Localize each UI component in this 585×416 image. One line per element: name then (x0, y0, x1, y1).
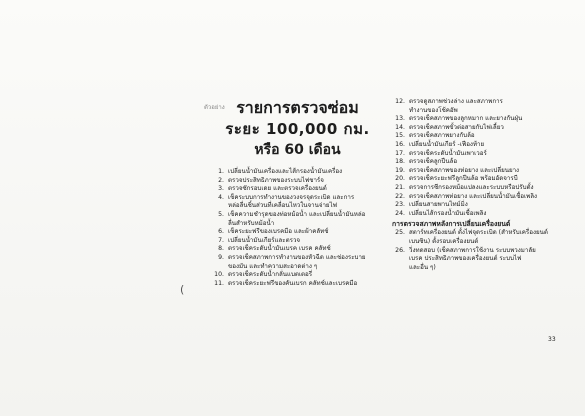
item-text: ตรวจเช็คระดับน้ำมันเพาเวอร์ (409, 149, 487, 157)
checklist-item (392, 184, 562, 193)
item-number: 6. (218, 228, 224, 236)
item-number: 19. (395, 166, 405, 174)
title-block (205, 98, 390, 160)
checklist-item (392, 193, 562, 202)
item-text: เบรค ประสิทธิภาพของเครื่องยนต์ ระบบไฟ (409, 255, 522, 263)
item-number: 18. (395, 158, 405, 166)
checklist-item (211, 185, 383, 194)
item-number: 10. (214, 271, 224, 279)
item-number: 16. (395, 140, 405, 148)
item-number (392, 255, 407, 264)
checklist-item (211, 177, 383, 186)
item-number: 17. (395, 149, 405, 157)
item-number (392, 107, 407, 116)
item-number: 24. (395, 209, 405, 217)
item-number: 14. (395, 123, 405, 131)
item-text: ตรวจเช็คระดับน้ำกลั่นแบตเตอรี่ (228, 271, 313, 279)
checklist-item (392, 247, 562, 256)
item-number (211, 263, 226, 272)
item-text: ตรวจซักรอบเดย และตรวจเครื่องยนต์ (228, 185, 327, 193)
checklist-item (211, 280, 383, 289)
item-text: เปลี่ยนน้ำมันเครื่องและไส้กรองน้ำมันเครื่อง (228, 168, 343, 175)
item-text: ตรวจการซีกรองหม้อแปลงและระบบหรือปรับตั้ง (409, 183, 534, 191)
checklist-item (211, 254, 383, 263)
stamp-mark: ตัวอย่าง (204, 104, 225, 111)
title-line-3: หรือ 60 เดือน (254, 142, 341, 158)
checklist-item (392, 141, 562, 150)
item-number (211, 202, 226, 211)
item-text: เช็คระบบการทำงานของวงจรจุดระเบิด และการ (228, 193, 355, 201)
item-number: 25. (395, 229, 405, 237)
item-text: สตาร์ทเครื่องยนต์ ตั้งไฟจุดระเบิด (สำหรับเครื่องยนต์ (409, 229, 548, 237)
checklist-item (211, 271, 383, 280)
item-text: ลื่นสำหรับหม้อน้ำ (228, 219, 275, 227)
checklist-item (392, 201, 562, 210)
item-number: 5. (218, 210, 224, 218)
item-text: ตรวจเช็คสภาพท่อยาง และเปลี่ยนน้ำมันเชื้อเพลิง (409, 192, 538, 200)
left-checklist (211, 168, 383, 288)
item-text: เปลี่ยนสายพานไทม์มิ่ง (409, 201, 468, 209)
checklist-item (392, 115, 562, 124)
item-number: 1. (218, 168, 224, 175)
item-number (392, 238, 407, 247)
item-number: 22. (395, 192, 405, 200)
checklist-item (392, 107, 562, 116)
item-number: 8. (218, 245, 224, 253)
checklist-item (392, 175, 562, 184)
item-text: ตรวจเช็คระยะฟรีลูกปืนล้อ พร้อมอัดจารบี (409, 175, 518, 183)
item-text: และอื่น ๆ) (409, 263, 436, 271)
checklist-item (211, 211, 383, 220)
checklist-item (392, 229, 562, 238)
item-number: 20. (395, 175, 405, 183)
page-number: 33 (548, 336, 556, 343)
checklist-item (211, 245, 383, 254)
item-text: เบนซิน) ตั้งรอบเครื่องยนต์ (409, 237, 479, 245)
checklist-item (392, 210, 562, 219)
item-number: 21. (395, 183, 405, 191)
checklist-item (211, 202, 383, 211)
title-line-2: ระยะ 100,000 กม. (225, 120, 370, 138)
item-number: 9. (218, 253, 224, 261)
item-text: ตรวจดูสภาพช่วงล่าง และสภาพการ (409, 98, 503, 105)
engine-section-heading: การตรวจสภาพหลังการเปลี่ยนเครื่องยนต์ (392, 220, 511, 229)
checklist-item (392, 264, 562, 273)
item-text: ของมัน และทำความสะอาดต่าง ๆ (228, 262, 318, 270)
item-text: ตรวจเช็คสภาพของลูกหมาก และยางกันฝุ่น (409, 115, 523, 123)
checklist-item (392, 150, 562, 159)
item-number: 11. (214, 279, 224, 287)
checklist-item (392, 132, 562, 141)
checklist-item (392, 98, 562, 107)
item-number (211, 220, 226, 229)
checklist-item (392, 238, 562, 247)
item-text: เปลี่ยนน้ำมันเกียร์ -เฟืองท้าย (409, 140, 485, 148)
item-text: เช็คระยะฟรีของเบรคมือ และผ้าคลัทช์ (228, 228, 329, 236)
item-number: 26. (395, 246, 405, 254)
checklist-item (211, 228, 383, 237)
checklist-item (392, 255, 562, 264)
title-line-1: รายการตรวจซ่อม (236, 98, 359, 117)
item-text: ตรวจเช็คสภาพการทำงานของหัวฉีด และช่องระบาย (228, 253, 366, 261)
item-number: 15. (395, 132, 405, 140)
right-checklist (392, 98, 562, 272)
item-number: 2. (218, 176, 224, 184)
item-text: ตรวจประสิทธิภาพของระบบไฟชาร์จ (228, 176, 324, 184)
item-number: 3. (218, 185, 224, 193)
item-number: 12. (395, 98, 405, 105)
item-number: 7. (218, 236, 224, 244)
checklist-item (211, 168, 383, 177)
item-text: ตรวจเช็คระยะฟรีของคันเบรก คลัทช์และเบรคมือ (228, 279, 358, 287)
item-number: 4. (218, 193, 224, 201)
item-number: 13. (395, 115, 405, 123)
item-text: ตรวจเช็คสภาพขั้วต่อสายกับไฟเลี้ยว (409, 123, 504, 131)
item-text: วิ่งทดสอบ (เช็คสภาพการใช้งาน ระบบพวงมาลัย (409, 246, 536, 254)
item-number: 23. (395, 201, 405, 209)
item-number (392, 264, 407, 273)
item-text: ตรวจเช็คระดับน้ำมันเบรค เบรค คลัทช์ (228, 245, 331, 253)
item-text: เช็คความชำรุดของท่อหม้อน้ำ และเปลี่ยนน้ำมันหล่อ (228, 210, 366, 218)
item-text: ตรวจเช็คสภาพยางกับล้อ (409, 132, 475, 140)
checklist-item (211, 263, 383, 272)
margin-mark: ( (180, 283, 185, 296)
item-text: หล่อลื่นชิ้นส่วนที่เคลื่อนไหวในจานจ่ายไฟ (228, 202, 338, 210)
item-text: ตรวจเช็คสภาพของท่อยาง และเปลี่ยนยาง (409, 166, 520, 174)
item-text: ตรวจเช็คลูกปืนล้อ (409, 158, 458, 166)
checklist-item (392, 158, 562, 167)
checklist-item (211, 220, 383, 229)
item-text: ทำงานของโช้คอัพ (409, 106, 458, 114)
item-text: เปลี่ยนไส้กรองน้ำมันเชื้อเพลิง (409, 209, 487, 217)
item-text: เปลี่ยนน้ำมันเกียร์และตรวจ (228, 236, 301, 244)
